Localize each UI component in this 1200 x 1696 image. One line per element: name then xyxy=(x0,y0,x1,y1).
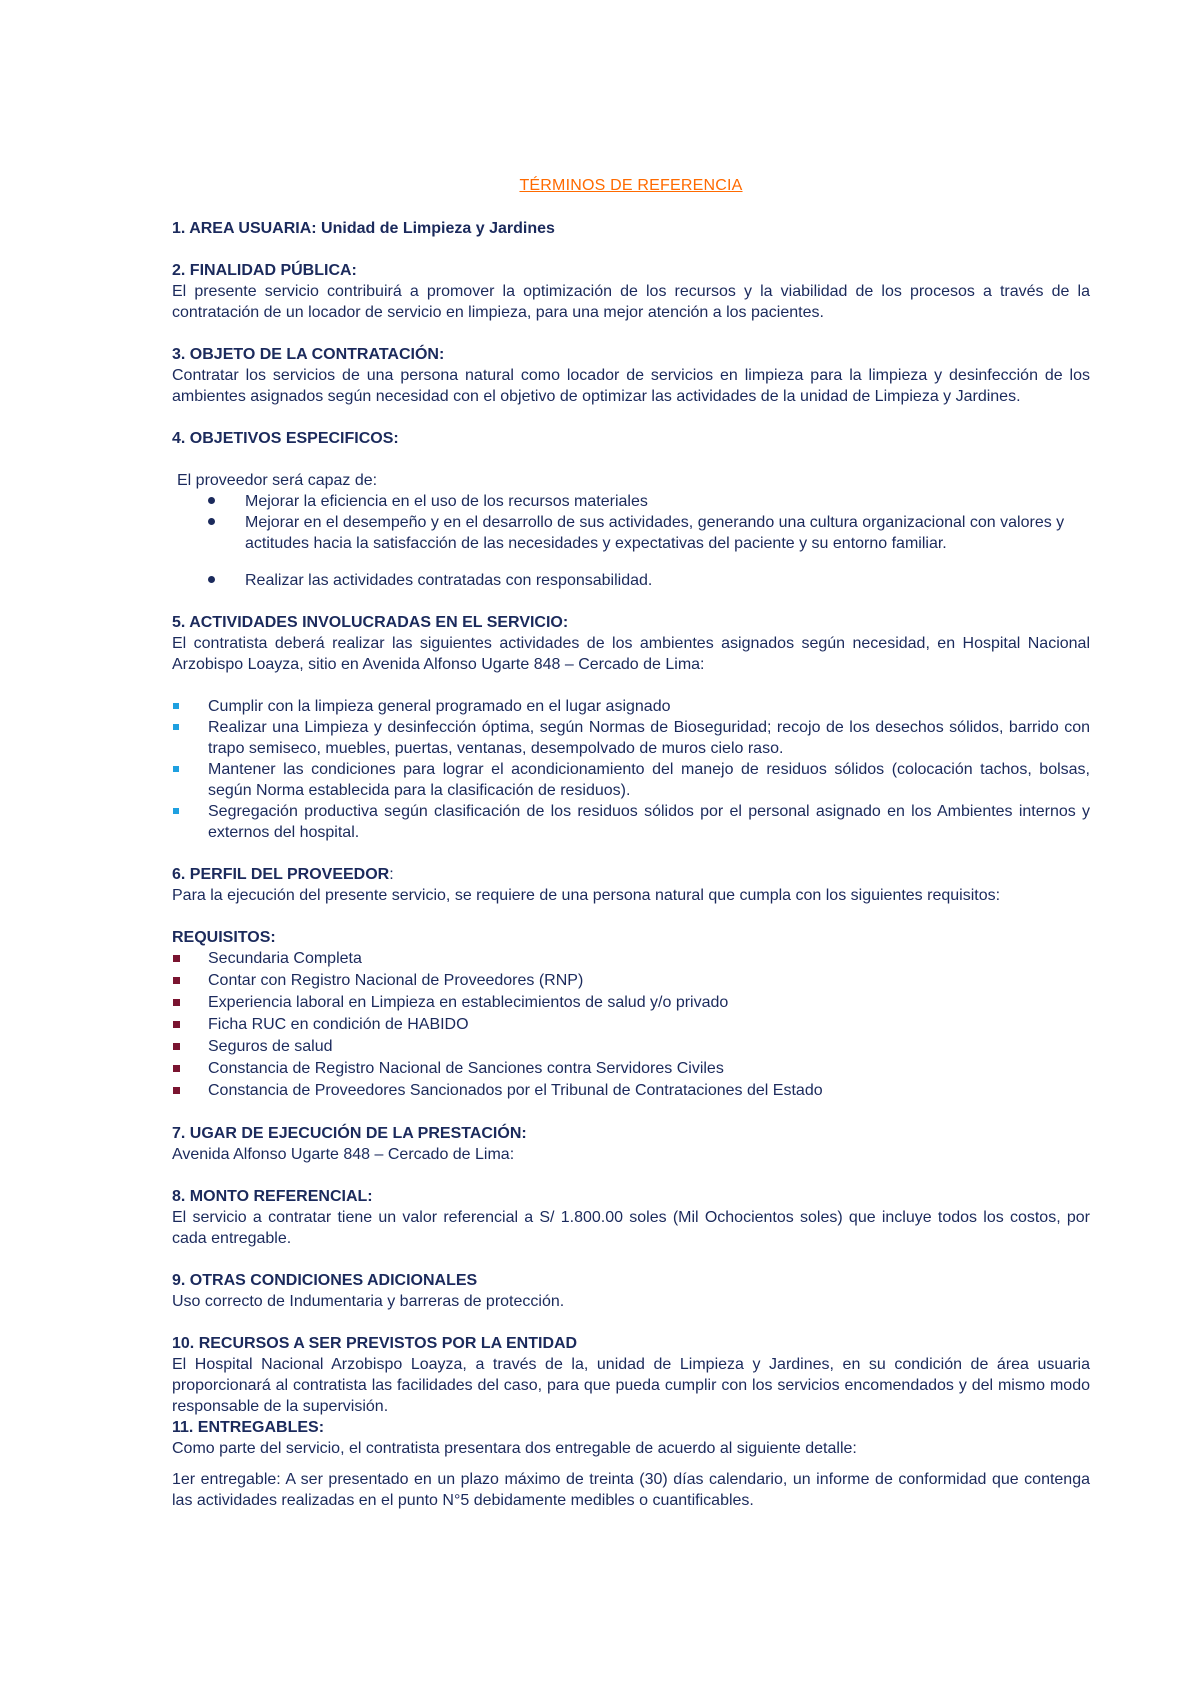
objectives-list xyxy=(172,491,1090,591)
section-text: El presente servicio contribuirá a promover la optimización de los recursos y la viabilidad de los procesos a través de la contratación de un locador de servicio en limpieza, para una mejor atención a los pacientes. xyxy=(172,283,1090,321)
document-page xyxy=(172,175,1090,1532)
section-heading: 4. OBJETIVOS ESPECIFICOS: xyxy=(172,430,399,447)
list-item: Secundaria Completa xyxy=(172,948,1090,970)
list-item: Mejorar la eficiencia en el uso de los recursos materiales xyxy=(172,491,1090,512)
section-heading: 3. OBJETO DE LA CONTRATACIÓN: xyxy=(172,346,445,363)
section-intro: El proveedor será capaz de: xyxy=(177,472,378,489)
section-actividades xyxy=(172,612,1090,843)
section-text: Contratar los servicios de una persona natural como locador de servicios en limpieza para la limpieza y desinfección de los ambientes asignados según necesidad con el objetivo de optimizar las actividades de la unidad de Limpieza y Jardines. xyxy=(172,367,1090,405)
list-item: Mejorar en el desempeño y en el desarrollo de sus actividades, generando una cultura organizacional con valores y actitudes hacia la satisfacción de las necesidades y expectativas del paciente y su entorno familiar. xyxy=(172,512,1090,554)
section-text: Como parte del servicio, el contratista presentara dos entregable de acuerdo al siguiente detalle: xyxy=(172,1440,857,1457)
document-title: TÉRMINOS DE REFERENCIA xyxy=(519,177,743,194)
section-heading: 1. AREA USUARIA: Unidad de Limpieza y Jardines xyxy=(172,220,555,237)
section-recursos-entidad xyxy=(172,1333,1090,1417)
section-heading: 10. RECURSOS A SER PREVISTOS POR LA ENTIDAD xyxy=(172,1335,578,1352)
section-perfil-proveedor xyxy=(172,864,1090,1102)
section-text: Avenida Alfonso Ugarte 848 – Cercado de Lima: xyxy=(172,1146,515,1163)
activities-list xyxy=(172,696,1090,843)
requirements-heading: REQUISITOS: xyxy=(172,929,276,946)
section-heading: 9. OTRAS CONDICIONES ADICIONALES xyxy=(172,1272,478,1289)
section-lugar-ejecucion xyxy=(172,1123,1090,1165)
section-text: El Hospital Nacional Arzobispo Loayza, a través de la, unidad de Limpieza y Jardines, en su condición de área usuaria proporcionará al contratista las facilidades del caso, para que pueda cumplir con los servicios encomendados y del mismo modo responsable de la supervisión. xyxy=(172,1356,1090,1415)
section-objetivos-especificos xyxy=(172,428,1090,591)
section-heading: 8. MONTO REFERENCIAL: xyxy=(172,1188,373,1205)
list-item: Constancia de Proveedores Sancionados por el Tribunal de Contrataciones del Estado xyxy=(172,1080,1090,1102)
list-item: Realizar una Limpieza y desinfección óptima, según Normas de Bioseguridad; recojo de los desechos sólidos, barrido con trapo semiseco, muebles, puertas, ventanas, desempolvado de muros cielo raso. xyxy=(172,717,1090,759)
list-item: Cumplir con la limpieza general programado en el lugar asignado xyxy=(172,696,1090,717)
list-item: Seguros de salud xyxy=(172,1036,1090,1058)
section-heading: 2. FINALIDAD PÚBLICA: xyxy=(172,262,357,279)
section-objeto-contratacion xyxy=(172,344,1090,407)
section-area-usuaria xyxy=(172,218,1090,239)
list-item: Mantener las condiciones para lograr el acondicionamiento del manejo de residuos sólidos (colocación tachos, bolsas, según Norma establecida para la clasificación de residuos). xyxy=(172,759,1090,801)
section-otras-condiciones xyxy=(172,1270,1090,1312)
list-item: Experiencia laboral en Limpieza en establecimientos de salud y/o privado xyxy=(172,992,1090,1014)
section-text: Para la ejecución del presente servicio, se requiere de una persona natural que cumpla con los siguientes requisitos: xyxy=(172,887,1001,904)
section-heading xyxy=(172,864,1090,885)
list-item: Constancia de Registro Nacional de Sanciones contra Servidores Civiles xyxy=(172,1058,1090,1080)
section-entregables xyxy=(172,1417,1090,1511)
list-item: Contar con Registro Nacional de Proveedores (RNP) xyxy=(172,970,1090,992)
list-item: Segregación productiva según clasificación de los residuos sólidos por el personal asignado en los Ambientes internos y externos del hospital. xyxy=(172,801,1090,843)
section-heading-suffix: : xyxy=(389,866,394,883)
section-heading: 11. ENTREGABLES: xyxy=(172,1419,325,1436)
section-text: Uso correcto de Indumentaria y barreras de protección. xyxy=(172,1293,565,1310)
section-heading-text: 6. PERFIL DEL PROVEEDOR xyxy=(172,866,390,883)
first-deliverable-text: 1er entregable: A ser presentado en un plazo máximo de treinta (30) días calendario, un informe de conformidad que contenga las actividades realizadas en el punto N°5 debidamente medibles o cuantificables. xyxy=(172,1471,1090,1509)
section-monto-referencial xyxy=(172,1186,1090,1249)
list-item: Ficha RUC en condición de HABIDO xyxy=(172,1014,1090,1036)
section-heading: 5. ACTIVIDADES INVOLUCRADAS EN EL SERVICIO: xyxy=(172,614,569,631)
requirements-list xyxy=(172,948,1090,1102)
section-finalidad-publica xyxy=(172,260,1090,323)
list-item: Realizar las actividades contratadas con responsabilidad. xyxy=(172,570,1090,591)
section-heading: 7. UGAR DE EJECUCIÓN DE LA PRESTACIÓN: xyxy=(172,1125,527,1142)
section-text: El contratista deberá realizar las siguientes actividades de los ambientes asignados según necesidad, en Hospital Nacional Arzobispo Loayza, sitio en Avenida Alfonso Ugarte 848 – Cercado de Lima: xyxy=(172,635,1090,673)
section-text: El servicio a contratar tiene un valor referencial a S/ 1.800.00 soles (Mil Ochocientos soles) que incluye todos los costos, por cada entregable. xyxy=(172,1209,1090,1247)
